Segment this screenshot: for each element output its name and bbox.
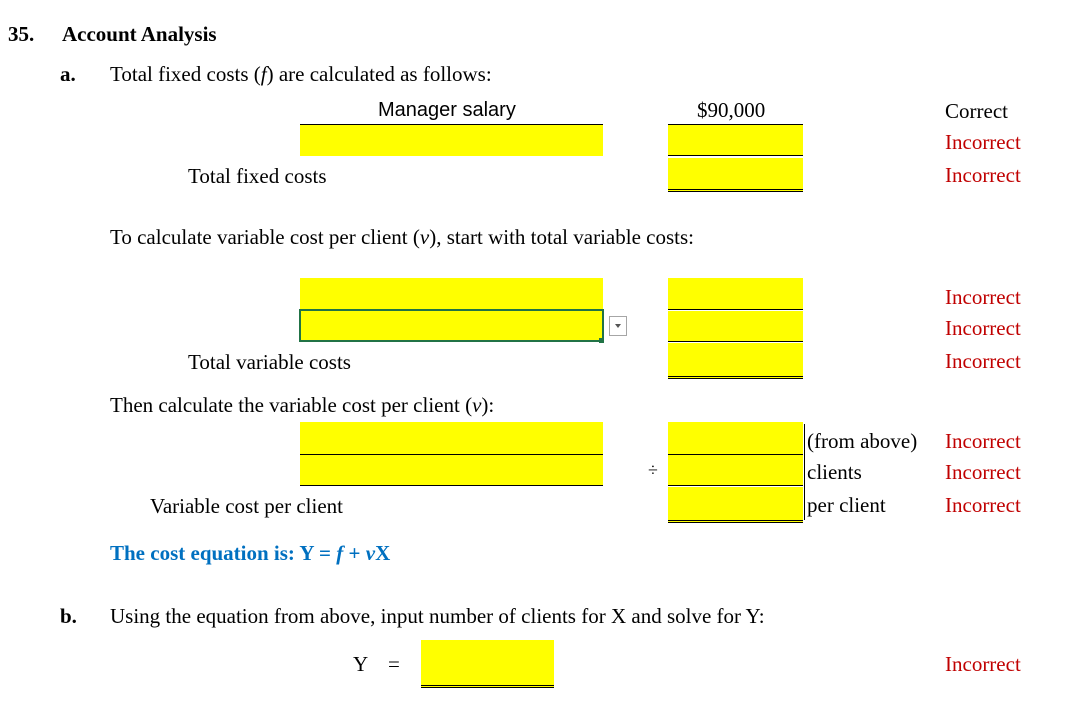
- problem-number: 35.: [8, 22, 35, 46]
- status-variable-1: Incorrect: [945, 285, 1021, 309]
- status-manager-salary: Correct: [945, 99, 1008, 123]
- selection-fill-handle[interactable]: [599, 338, 604, 343]
- clients-input[interactable]: [668, 454, 803, 486]
- fixed-cost-label-input[interactable]: [300, 124, 603, 156]
- status-total-variable: Incorrect: [945, 349, 1021, 373]
- manager-salary-label: Manager salary: [378, 99, 516, 121]
- fixed-costs-intro: Total fixed costs (f) are calculated as follows:: [110, 62, 492, 86]
- variable-cost-amount-input-2[interactable]: [668, 311, 803, 342]
- status-total-fixed: Incorrect: [945, 163, 1021, 187]
- variable-cost-intro: To calculate variable cost per client (v), start with total variable costs:: [110, 225, 694, 249]
- problem-title: Account Analysis: [62, 22, 217, 46]
- from-above-note: (from above): [807, 429, 918, 453]
- status-per-client-1: Incorrect: [945, 429, 1021, 453]
- vcpc-label: Variable cost per client: [150, 494, 343, 518]
- cost-equation: The cost equation is: Y = f + vX: [110, 541, 391, 565]
- variable-cost-label-input-1[interactable]: [300, 278, 603, 309]
- status-fixed-cost-2: Incorrect: [945, 130, 1021, 154]
- part-b-label: b.: [60, 604, 77, 628]
- total-variable-label: Total variable costs: [188, 350, 351, 374]
- total-variable-input[interactable]: [668, 343, 803, 379]
- total-fixed-label: Total fixed costs: [188, 164, 327, 188]
- variable-cost-label-dropdown[interactable]: [299, 309, 604, 342]
- total-fixed-input[interactable]: [668, 158, 803, 192]
- status-variable-2: Incorrect: [945, 316, 1021, 340]
- total-variable-carry-input[interactable]: [668, 422, 803, 454]
- dropdown-arrow-icon[interactable]: [609, 316, 627, 336]
- note-column-border: [804, 424, 805, 520]
- y-answer-input[interactable]: [421, 640, 554, 688]
- divide-symbol: ÷: [648, 460, 658, 480]
- y-label: Y: [353, 652, 369, 676]
- per-client-label-input-2[interactable]: [300, 454, 603, 486]
- status-vcpc: Incorrect: [945, 493, 1021, 517]
- vcpc-input[interactable]: [668, 487, 803, 523]
- status-part-b: Incorrect: [945, 652, 1021, 676]
- equals-sign: =: [388, 652, 400, 676]
- per-client-label-input-1[interactable]: [300, 422, 603, 454]
- fixed-cost-amount-input[interactable]: [668, 124, 803, 156]
- part-b-intro: Using the equation from above, input number of clients for X and solve for Y:: [110, 604, 765, 628]
- part-a-label: a.: [60, 62, 76, 86]
- variable-cost-amount-input-1[interactable]: [668, 278, 803, 310]
- clients-note: clients: [807, 460, 862, 484]
- manager-salary-value: $90,000: [697, 98, 766, 122]
- per-client-note: per client: [807, 493, 886, 517]
- status-per-client-2: Incorrect: [945, 460, 1021, 484]
- per-client-intro: Then calculate the variable cost per client (v):: [110, 393, 495, 417]
